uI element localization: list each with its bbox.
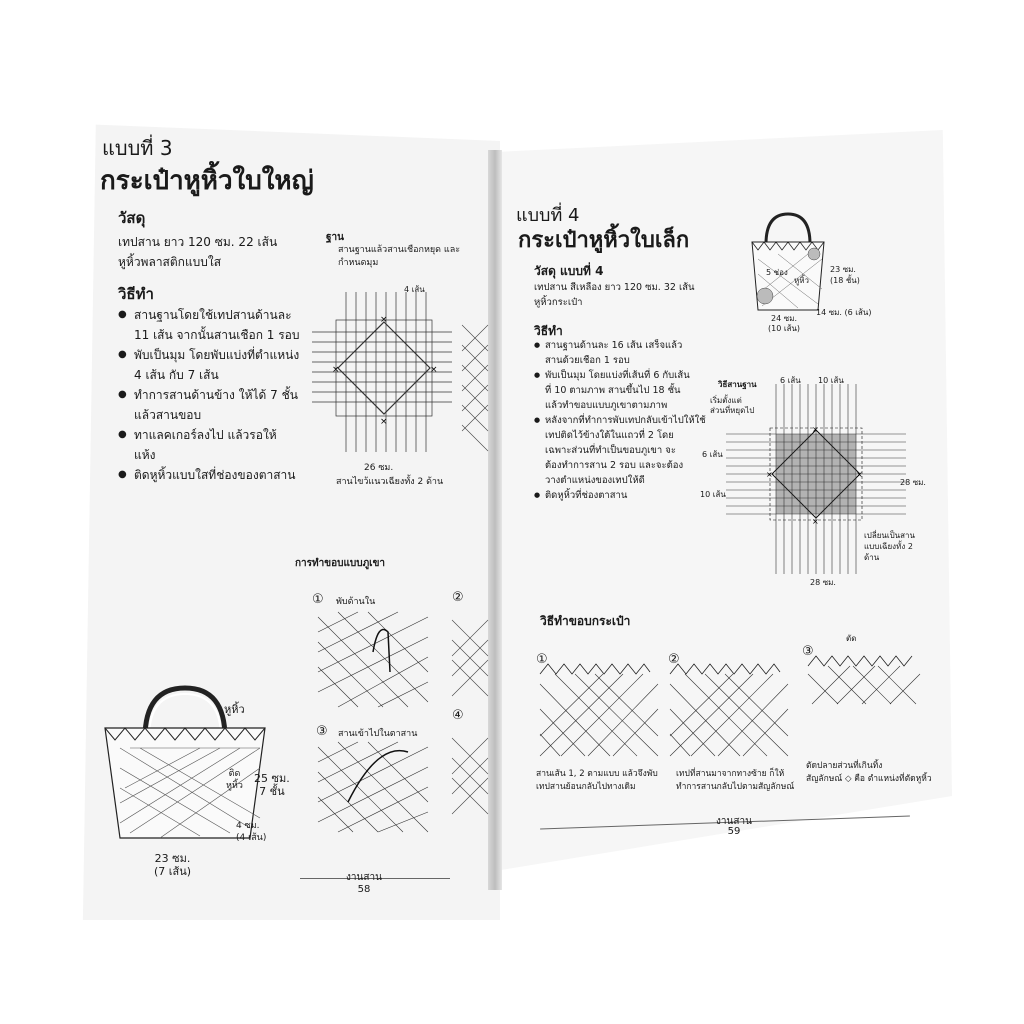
right-base-note: เปลี่ยนเป็นสาน แบบเฉียงทั้ง 2 ด้าน (864, 531, 915, 562)
left-edge-heading: การทำขอบแบบภูเขา (295, 558, 386, 569)
right-edge-cut-label: ตัด (846, 634, 857, 643)
svg-text:×: × (332, 365, 340, 375)
right-materials-heading: วัสดุ แบบที่ 4 (534, 264, 604, 278)
book-gutter (488, 150, 502, 890)
right-base-left-6: 6 เส้น (702, 450, 723, 459)
right-caption-2: เทปที่สานมาจากทางซ้าย ก็ให้ ทำการสานกลับไปตามสัญลักษณ์ (676, 769, 795, 792)
right-bag-width: 24 ซม. (10 เส้น) (768, 314, 801, 333)
left-step-2: ● พับเป็นมุม โดยพับแบ่งที่ตำแหน่ง 4 เส้น กับ 7 เส้น (118, 345, 300, 385)
right-bag-illustration (748, 214, 828, 314)
left-pattern-number: แบบที่ 3 (102, 136, 173, 160)
left-bag-width: 23 ซม. (7 เส้น) (154, 852, 192, 878)
right-bag-depth: 14 ซม. (6 เส้น) (816, 308, 872, 317)
left-edge-step1-number: ① (312, 592, 324, 607)
left-step-3: ● ทำการสานด้านข้าง ให้ได้ 7 ชั้น แล้วสานขอบ (118, 385, 300, 425)
right-base-28cm-bottom: 28 ซม. (810, 578, 836, 587)
right-bag-height: 23 ซม. (18 ชั้น) (830, 265, 860, 285)
left-base-label: ฐาน (326, 232, 344, 243)
left-steps (118, 305, 300, 485)
right-edge-step2-diagram (670, 664, 788, 756)
right-base-heading: วิธีสานฐาน (718, 380, 757, 389)
right-page-number: 59 (727, 826, 741, 837)
right-base-28cm-right: 28 ซม. (900, 478, 926, 487)
svg-text:×: × (380, 417, 388, 427)
left-bag-handle-label: หูหิ้ว (224, 703, 245, 716)
left-base-26cm: 26 ซม. (364, 463, 394, 473)
svg-text:×: × (380, 315, 388, 325)
left-edge-step4-diagram (452, 728, 488, 818)
right-step-1: ● สานฐานด้านละ 16 เส้น เสร็จแล้ว สานด้วยเชือก 1 รอบ (534, 338, 706, 368)
right-footer-label: งานสาน (716, 816, 752, 827)
left-base-weave-diagram (312, 292, 452, 452)
left-materials-heading: วัสดุ (118, 209, 146, 227)
svg-text:×: × (812, 517, 819, 526)
right-step-2: ● พับเป็นมุม โดยแบ่งที่เส้นที่ 6 กับเส้น ที่ 10 ตามภาพ สานขึ้นไป 18 ชั้น แล้วทำขอบแบบภูเขาตามภาพ (534, 368, 706, 413)
right-edge-heading: วิธีทำขอบกระเป๋า (540, 614, 631, 628)
left-title: กระเป๋าหูหิ้วใบใหญ่ (100, 166, 314, 196)
right-base-left-10: 10 เส้น (700, 490, 726, 499)
left-edge-step3-diagram (318, 742, 428, 832)
svg-text:×: × (812, 425, 819, 434)
left-edge-step1-diagram (318, 612, 428, 707)
right-edge-step1-number: ① (536, 652, 548, 667)
right-material-1: เทปสาน สีเหลือง ยาว 120 ซม. 32 เส้น (534, 282, 695, 293)
right-method-heading: วิธีทำ (534, 324, 563, 338)
left-partial-weave (462, 315, 488, 455)
left-bag-depth: 4 ซม. (4 เส้น) (236, 821, 267, 843)
left-edge-step2-diagram (452, 610, 488, 700)
left-step-4: ● ทาแลคเกอร์ลงไป แล้วรอให้ แห้ง (118, 425, 300, 465)
right-bag-handle-label: หูหิ้ว (794, 276, 810, 285)
right-base-6-lines: 6 เส้น (780, 376, 801, 385)
left-material-2: หูหิ้วพลาสติกแบบใส (118, 255, 222, 269)
right-materials (534, 280, 694, 310)
right-caption-1: สานเส้น 1, 2 ตามแบบ แล้วจึงพับ เทปสานย้อนกลับไปทางเดิม (536, 769, 658, 792)
left-method-heading: วิธีทำ (118, 285, 154, 303)
left-step-5: ● ติดหูหิ้วแบบใสที่ช่องของตาสาน (118, 465, 300, 485)
right-bag-slots: 5 ช่อง (766, 268, 788, 277)
right-edge-step3-number: ③ (802, 644, 814, 659)
right-base-start-note: เริ่มตั้งแต่ ส่วนที่หยุดไป (710, 396, 755, 415)
left-edge-step3-label: สานเข้าไปในตาสาน (338, 729, 418, 739)
right-title: กระเป๋าหูหิ้วใบเล็ก (518, 228, 690, 253)
right-base-10-lines: 10 เส้น (818, 376, 844, 385)
right-edge-step3-diagram (808, 656, 920, 704)
svg-text:×: × (856, 470, 863, 479)
left-edge-step2-number: ② (452, 590, 464, 605)
left-base-caption: สานไขว้แนวเฉียงทั้ง 2 ด้าน (336, 477, 444, 487)
left-bag-height: 25 ซม. 7 ชั้น (254, 772, 290, 798)
right-pattern-number: แบบที่ 4 (516, 205, 580, 226)
left-edge-step1-label: พับด้านใน (336, 597, 376, 607)
right-caption-3: ตัดปลายส่วนที่เกินทิ้ง สัญลักษณ์ ◇ คือ ตำแหน่งที่ตัดหูหิ้ว (806, 761, 932, 784)
right-step-3: ● หลังจากที่ทำการพับเทปกลับเข้าไปให้ใช้ เทปติดไว้ข้างใต้ในแถวที่ 2 โดย เฉพาะส่วนที่ทำเป็นขอบภูเขา จะ ต้องทำการสาน 2 รอบ และจะต้อง วางตำแหน่งของเทปให้ดี (534, 413, 706, 488)
left-materials (118, 232, 277, 272)
svg-text:×: × (766, 470, 773, 479)
right-edge-step2-number: ② (668, 652, 680, 667)
left-step-1: ● สานฐานโดยใช้เทปสานด้านละ 11 เส้น จากนั้นสานเชือก 1 รอบ (118, 305, 300, 345)
right-material-2: หูหิ้วกระเป๋า (534, 297, 583, 308)
right-steps (534, 338, 706, 503)
right-edge-step1-diagram (540, 664, 658, 756)
left-bag-attach-label: ติด หูหิ้ว (226, 769, 243, 791)
left-edge-step3-number: ③ (316, 724, 328, 739)
left-footer-label: งานสาน (346, 872, 382, 883)
right-step-4: ● ติดหูหิ้วที่ช่องตาสาน (534, 488, 706, 503)
left-base-4-lines: 4 เส้น (404, 285, 425, 294)
left-page-number: 58 (357, 884, 371, 895)
left-base-note: สานฐานแล้วสานเชือกหยุด และ กำหนดมุม (338, 245, 461, 268)
svg-text:×: × (430, 365, 438, 375)
left-edge-step4-number: ④ (452, 708, 464, 723)
left-material-1: เทปสาน ยาว 120 ซม. 22 เส้น (118, 235, 278, 249)
